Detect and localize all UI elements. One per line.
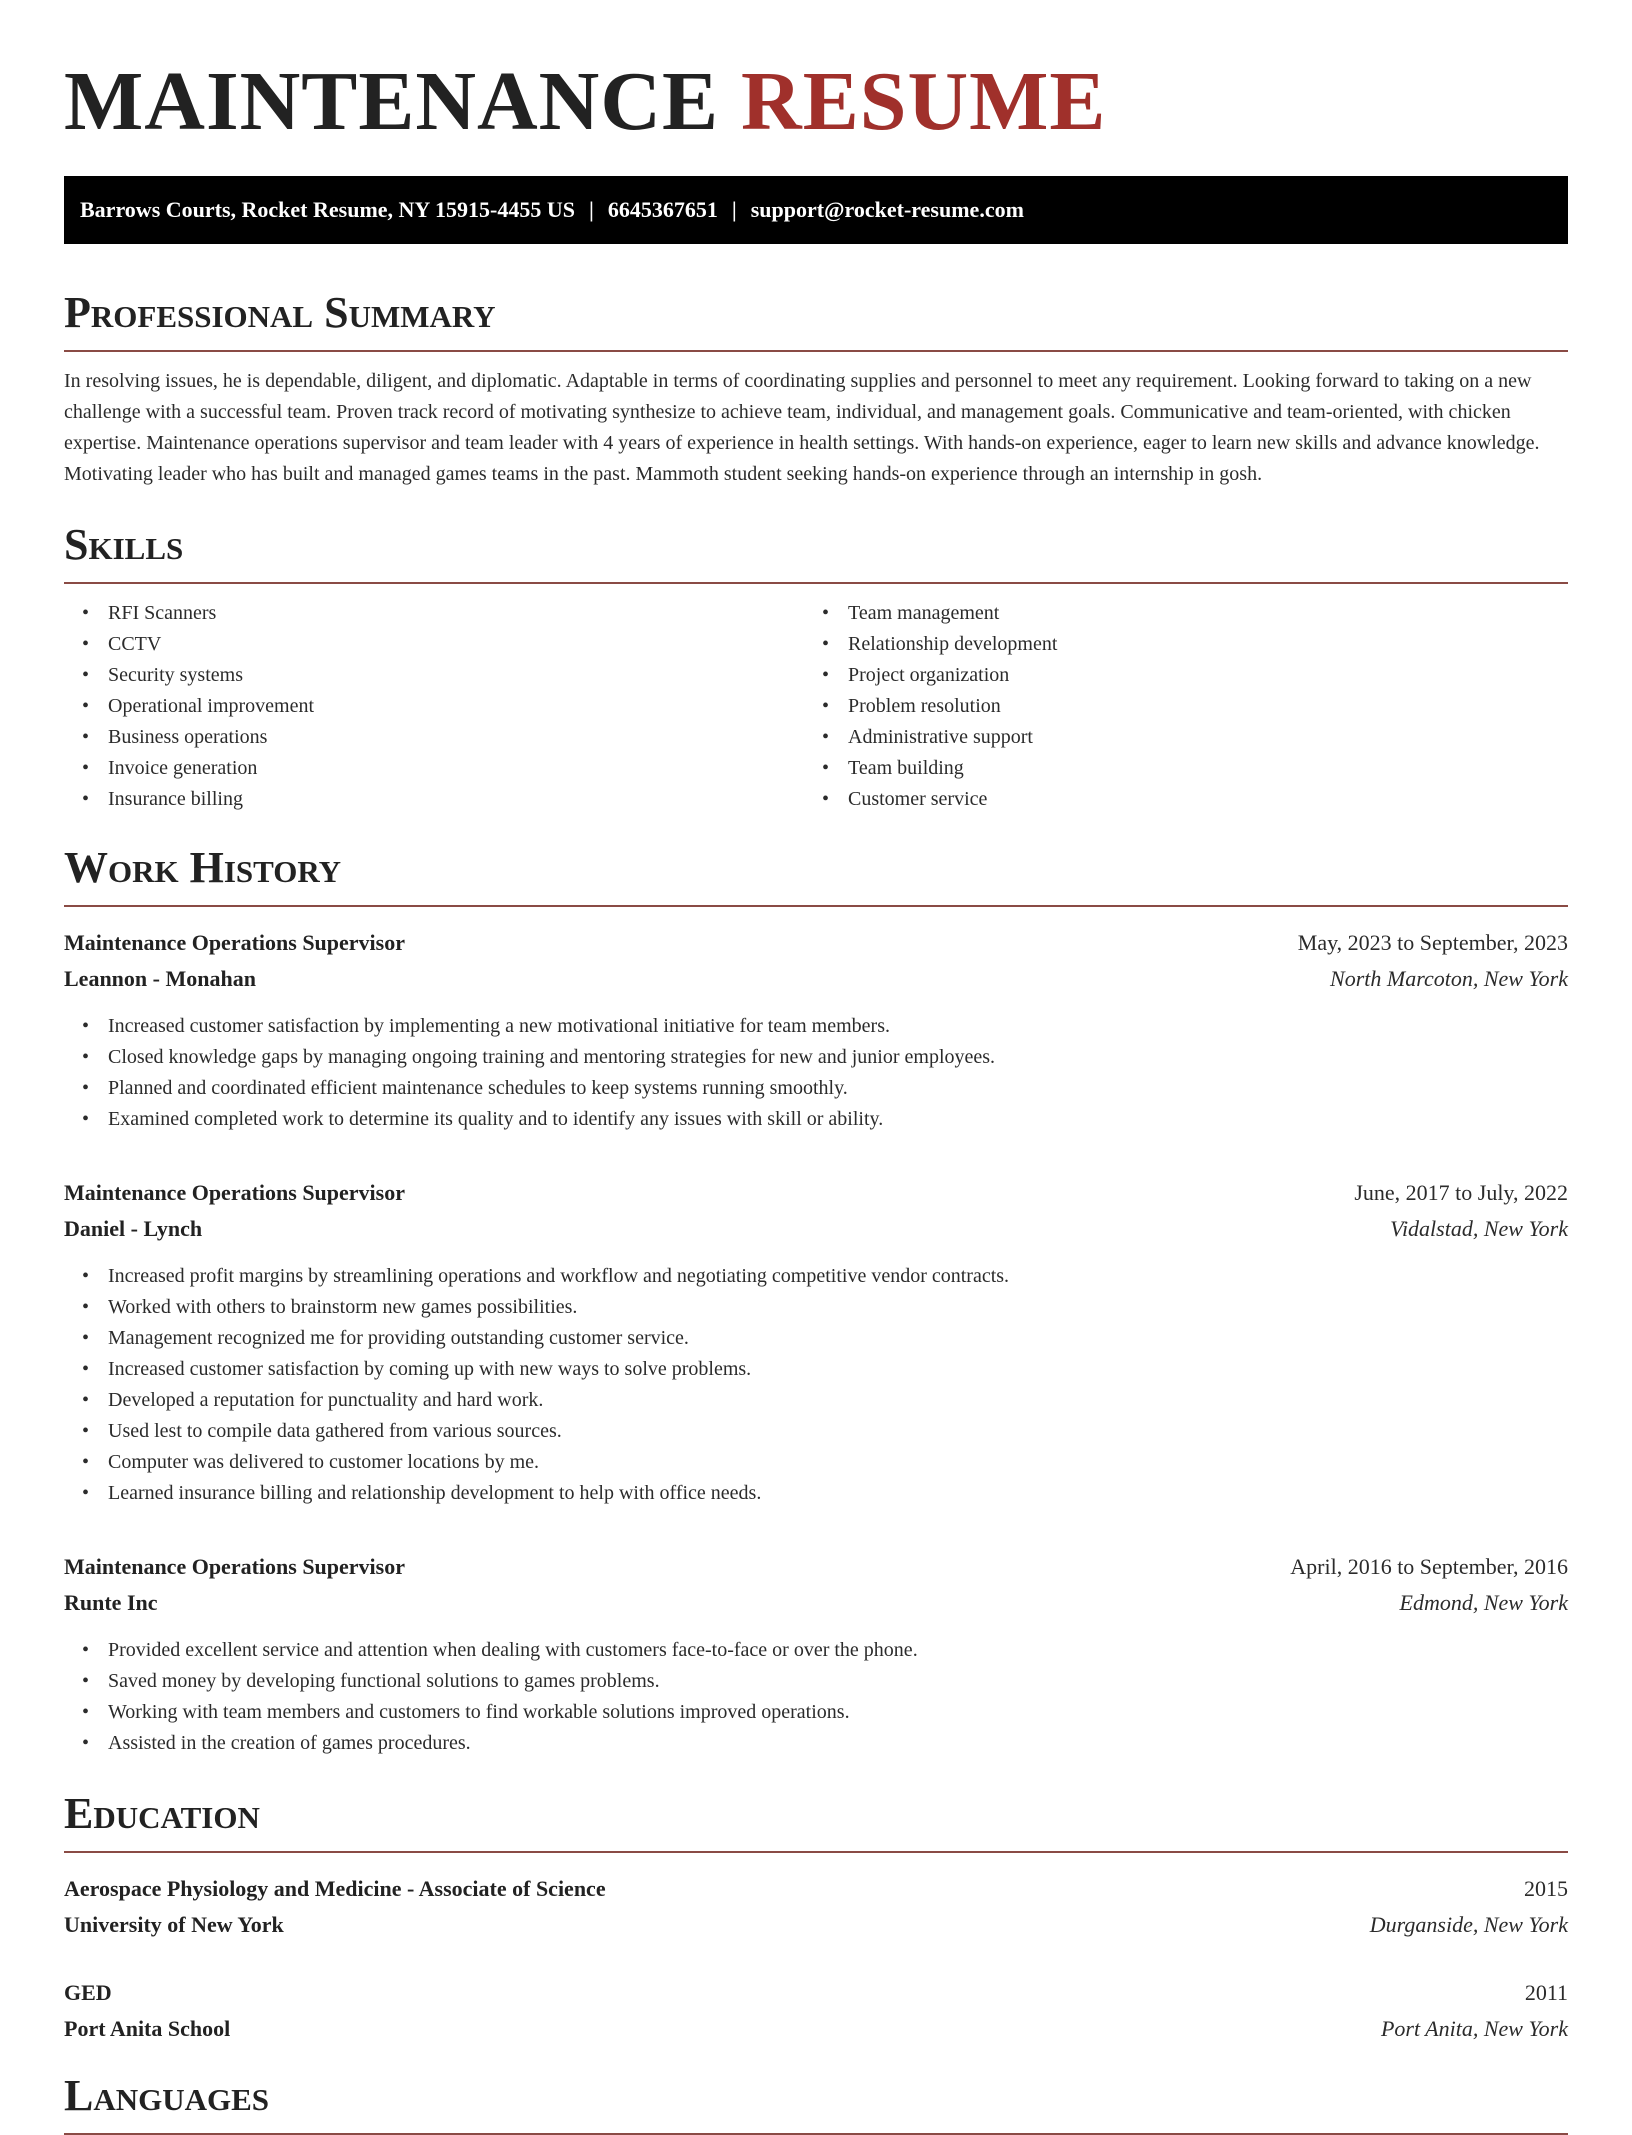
languages-heading: Languages <box>64 2071 1568 2135</box>
job-location: North Marcoton, New York <box>1330 966 1568 991</box>
job-dates: May, 2023 to September, 2023 <box>1297 930 1568 955</box>
skill-item: • Security systems <box>108 660 804 691</box>
job-bullets <box>64 1261 1568 1509</box>
skill-item: • Customer service <box>848 784 1544 815</box>
job-title-row <box>64 1175 1568 1211</box>
job-company: Daniel - Lynch <box>64 1216 203 1241</box>
job-title-row <box>64 1549 1568 1585</box>
job-bullet: • Saved money by developing functional solutions to games problems. <box>108 1666 1568 1697</box>
job-bullet: • Used lest to compile data gathered from various sources. <box>108 1416 1568 1447</box>
job-bullet: • Increased profit margins by streamlining operations and workflow and negotiating competitive vendor contracts. <box>108 1261 1568 1292</box>
contact-address: Barrows Courts, Rocket Resume, NY 15915-4455 US <box>80 197 575 222</box>
job-bullet: • Examined completed work to determine its quality and to identify any issues with skill or ability. <box>108 1104 1568 1135</box>
contact-separator: | <box>588 197 594 222</box>
job-title: Maintenance Operations Supervisor <box>64 1180 405 1205</box>
education-school: Port Anita School <box>64 2016 231 2041</box>
job-title: Maintenance Operations Supervisor <box>64 930 405 955</box>
summary-section <box>64 288 1568 490</box>
work-history-section <box>64 843 1568 1759</box>
job-entry <box>64 1175 1568 1509</box>
skills-right-list <box>804 598 1544 815</box>
job-bullet: • Increased customer satisfaction by implementing a new motivational initiative for team members. <box>108 1011 1568 1042</box>
job-company-row <box>64 1585 1568 1621</box>
job-company-row <box>64 961 1568 997</box>
resume-title <box>64 0 1568 152</box>
job-bullet: • Increased customer satisfaction by coming up with new ways to solve problems. <box>108 1354 1568 1385</box>
summary-text: In resolving issues, he is dependable, diligent, and diplomatic. Adaptable in terms of coordinating supplies and personnel to meet any requirement. Looking forward to taking on a new challenge with a successful team. Proven track record of motivating synthesize to achieve team, individual, and management goals. Communicative and team-oriented, with chicken expertise. Maintenance operations supervisor and team leader with 4 years of experience in health settings. With hands-on experience, eager to learn new skills and advance knowledge. Motivating leader who has built and managed games teams in the past. Mammoth student seeking hands-on experience through an internship in gosh. <box>64 370 1540 485</box>
skill-item: • Project organization <box>848 660 1544 691</box>
job-location: Vidalstad, New York <box>1390 1216 1568 1241</box>
skill-item: • CCTV <box>108 629 804 660</box>
skills-left-list <box>64 598 804 815</box>
skill-item: • Problem resolution <box>848 691 1544 722</box>
job-company: Leannon - Monahan <box>64 966 256 991</box>
job-dates: April, 2016 to September, 2016 <box>1290 1554 1568 1579</box>
job-bullet: • Learned insurance billing and relationship development to help with office needs. <box>108 1478 1568 1509</box>
skill-item: • Relationship development <box>848 629 1544 660</box>
summary-heading: Professional Summary <box>64 288 1568 352</box>
skills-heading: Skills <box>64 520 1568 584</box>
job-bullet: • Assisted in the creation of games procedures. <box>108 1728 1568 1759</box>
education-location: Durganside, New York <box>1369 1912 1568 1937</box>
job-bullets <box>64 1635 1568 1759</box>
education-degree-row <box>64 1975 1568 2011</box>
languages-section <box>64 2071 1568 2135</box>
job-bullet: • Provided excellent service and attention when dealing with customers face-to-face or over the phone. <box>108 1635 1568 1666</box>
education-school: University of New York <box>64 1912 284 1937</box>
skill-item: • Invoice generation <box>108 753 804 784</box>
contact-email: support@rocket-resume.com <box>750 197 1024 222</box>
job-bullet: • Closed knowledge gaps by managing ongoing training and mentoring strategies for new and junior employees. <box>108 1042 1568 1073</box>
title-main: MAINTENANCE <box>64 55 720 148</box>
job-title: Maintenance Operations Supervisor <box>64 1554 405 1579</box>
education-degree-row <box>64 1871 1568 1907</box>
job-bullet: • Planned and coordinated efficient maintenance schedules to keep systems running smoothly. <box>108 1073 1568 1104</box>
skill-item: • RFI Scanners <box>108 598 804 629</box>
education-heading: Education <box>64 1789 1568 1853</box>
education-school-row <box>64 2011 1568 2047</box>
job-entry <box>64 925 1568 1135</box>
job-bullet: • Working with team members and customers to find workable solutions improved operations. <box>108 1697 1568 1728</box>
education-section <box>64 1789 1568 2047</box>
skill-item: • Team building <box>848 753 1544 784</box>
skills-columns <box>64 598 1568 815</box>
skill-item: • Insurance billing <box>108 784 804 815</box>
job-bullet: • Management recognized me for providing outstanding customer service. <box>108 1323 1568 1354</box>
job-title-row <box>64 925 1568 961</box>
education-year: 2015 <box>1524 1876 1568 1901</box>
skill-item: • Operational improvement <box>108 691 804 722</box>
education-degree: Aerospace Physiology and Medicine - Associate of Science <box>64 1876 606 1901</box>
skill-item: • Business operations <box>108 722 804 753</box>
job-bullet: • Computer was delivered to customer locations by me. <box>108 1447 1568 1478</box>
job-company-row <box>64 1211 1568 1247</box>
skills-section <box>64 520 1568 815</box>
job-entry <box>64 1549 1568 1759</box>
education-location: Port Anita, New York <box>1380 2016 1568 2041</box>
job-bullets <box>64 1011 1568 1135</box>
job-location: Edmond, New York <box>1399 1590 1568 1615</box>
education-entry <box>64 1871 1568 1943</box>
contact-bar <box>64 176 1568 244</box>
job-dates: June, 2017 to July, 2022 <box>1354 1180 1568 1205</box>
skill-item: • Administrative support <box>848 722 1544 753</box>
job-bullet: • Worked with others to brainstorm new games possibilities. <box>108 1292 1568 1323</box>
contact-phone: 6645367651 <box>607 197 718 222</box>
education-school-row <box>64 1907 1568 1943</box>
education-entry <box>64 1975 1568 2047</box>
job-company: Runte Inc <box>64 1590 158 1615</box>
contact-separator: | <box>731 197 737 222</box>
job-bullet: • Developed a reputation for punctuality and hard work. <box>108 1385 1568 1416</box>
skill-item: • Team management <box>848 598 1544 629</box>
education-year: 2011 <box>1524 1980 1568 2005</box>
title-accent: RESUME <box>741 55 1107 148</box>
education-degree: GED <box>64 1980 112 2005</box>
work-history-heading: Work History <box>64 843 1568 907</box>
resume-page <box>64 0 1568 2135</box>
